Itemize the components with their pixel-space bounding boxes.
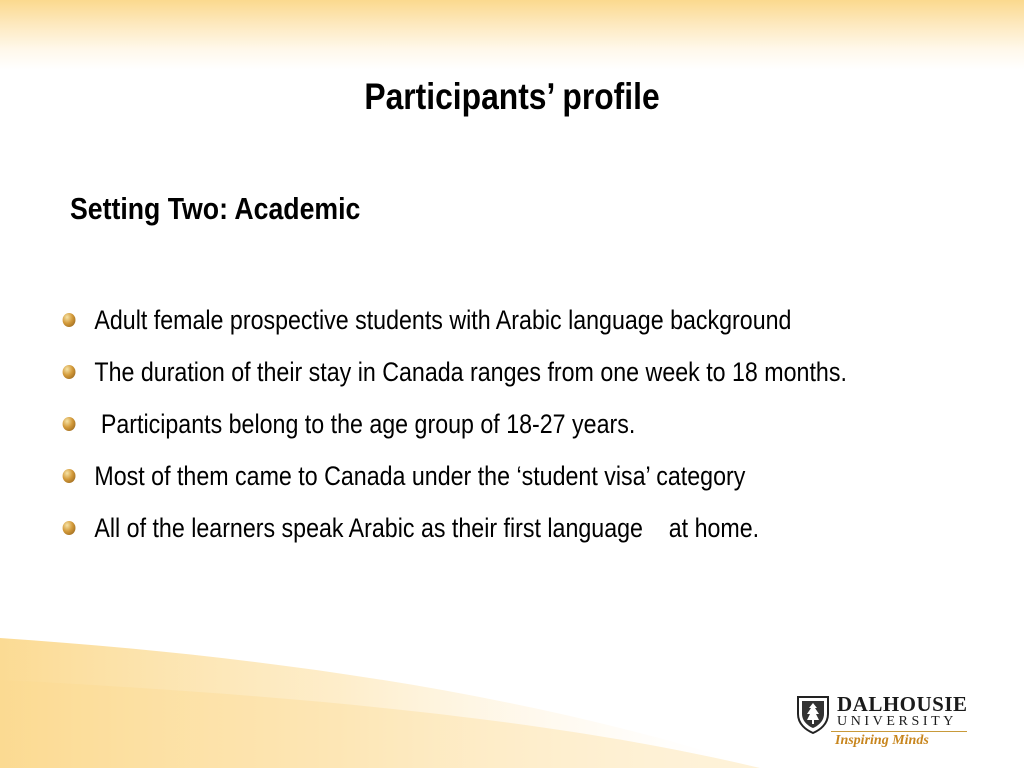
dalhousie-logo — [795, 692, 975, 752]
bullet-text: All of the learners speak Arabic as their first language at home. — [94, 513, 760, 543]
logo-divider — [831, 731, 967, 732]
bullet-icon — [63, 469, 76, 483]
bullet-item — [60, 456, 963, 496]
bullet-text: The duration of their stay in Canada ranges from one week to 18 months. — [94, 357, 847, 387]
bullet-text: Participants belong to the age group of 18-27 years. — [94, 409, 636, 439]
logo-university: UNIVERSITY — [837, 714, 957, 729]
crest-icon — [795, 694, 831, 734]
bullet-list — [60, 300, 1020, 560]
bullet-icon — [63, 365, 76, 379]
logo-tagline: Inspiring Minds — [835, 733, 929, 748]
bullet-item — [60, 508, 963, 548]
top-gradient-band — [0, 0, 1024, 70]
bullet-icon — [63, 521, 76, 535]
slide-subtitle: Setting Two: Academic — [70, 191, 361, 226]
logo-wordmark: DALHOUSIE — [837, 692, 968, 716]
bullet-text: Most of them came to Canada under the ‘student visa’ category — [94, 461, 746, 491]
bullet-item — [60, 352, 903, 392]
bullet-text: Adult female prospective students with Arabic language background — [94, 305, 792, 335]
bullet-icon — [63, 313, 76, 327]
bullet-icon — [63, 417, 76, 431]
slide-title: Participants’ profile — [364, 76, 660, 117]
bullet-item — [60, 404, 963, 444]
bullet-item — [60, 300, 963, 340]
